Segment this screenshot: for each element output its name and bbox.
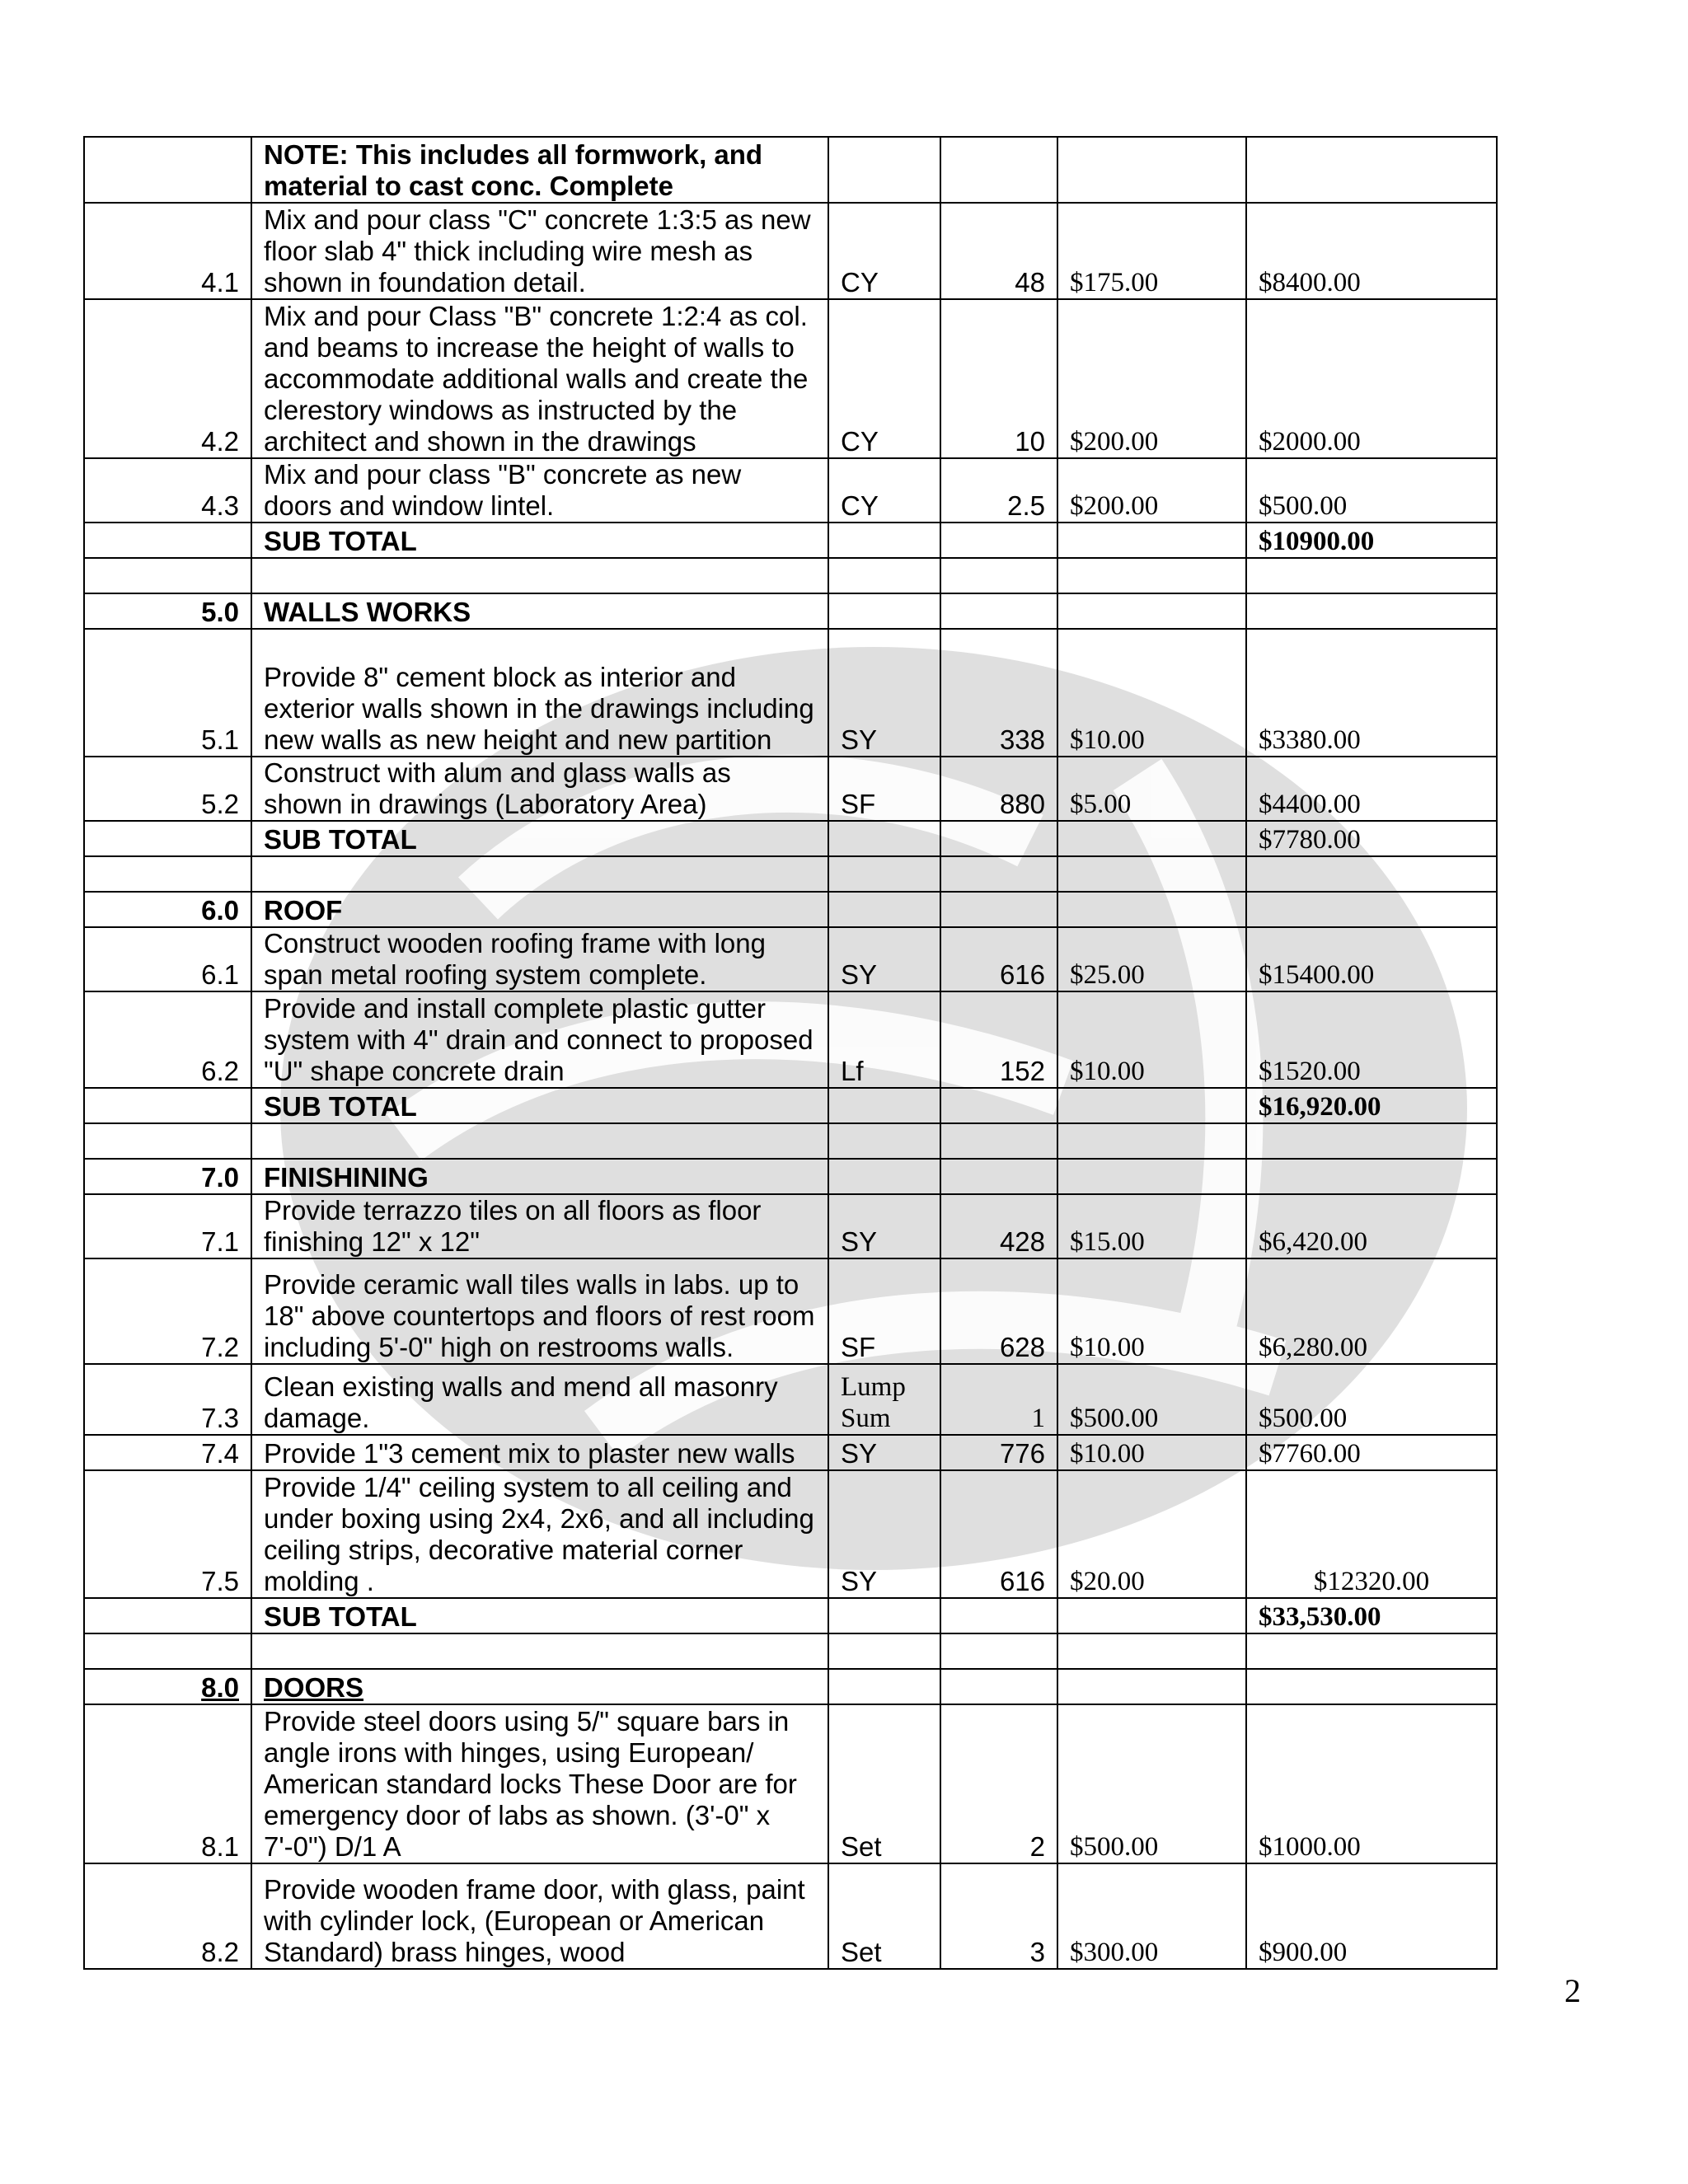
table-row <box>84 137 1497 203</box>
rate-cell: $10.00 <box>1057 1258 1246 1364</box>
table-row <box>84 299 1497 458</box>
unit-cell: SY <box>828 1470 940 1598</box>
description-cell: Provide 1"3 cement mix to plaster new walls <box>251 1435 828 1470</box>
quantity-cell: 616 <box>940 1470 1057 1598</box>
unit-cell: Set <box>828 1704 940 1863</box>
description-cell: Provide wooden frame door, with glass, paint with cylinder lock, (European or American Standard) brass hinges, wood <box>251 1863 828 1969</box>
description-cell: Provide 1/4" ceiling system to all ceiling and under boxing using 2x4, 2x6, and all including ceiling strips, decorative material corner molding . <box>251 1470 828 1598</box>
amount-cell: $1000.00 <box>1246 1704 1497 1863</box>
unit-cell <box>828 137 940 203</box>
amount-cell: $2000.00 <box>1246 299 1497 458</box>
item-number-cell <box>84 1088 251 1123</box>
section-number: 8.0 <box>84 1669 251 1704</box>
item-number-cell: 4.3 <box>84 458 251 523</box>
section-title: ROOF <box>251 892 828 927</box>
amount-cell: $500.00 <box>1246 1364 1497 1435</box>
quantity-cell: 616 <box>940 927 1057 991</box>
table-row <box>84 1435 1497 1470</box>
rate-cell <box>1057 137 1246 203</box>
subtotal-label: SUB TOTAL <box>251 1088 828 1123</box>
section-row <box>84 892 1497 927</box>
unit-cell: SY <box>828 1435 940 1470</box>
description-cell: Clean existing walls and mend all masonry damage. <box>251 1364 828 1435</box>
section-number: 7.0 <box>84 1159 251 1194</box>
section-title: WALLS WORKS <box>251 593 828 629</box>
subtotal-label: SUB TOTAL <box>251 523 828 558</box>
item-number-cell: 7.1 <box>84 1194 251 1258</box>
quantity-cell: 10 <box>940 299 1057 458</box>
description-cell: Construct wooden roofing frame with long span metal roofing system complete. <box>251 927 828 991</box>
table-row <box>84 1863 1497 1969</box>
rate-cell: $500.00 <box>1057 1704 1246 1863</box>
rate-cell: $20.00 <box>1057 1470 1246 1598</box>
quantity-cell: 1 <box>940 1364 1057 1435</box>
unit-cell: SY <box>828 1194 940 1258</box>
unit-cell: CY <box>828 458 940 523</box>
amount-cell: $7760.00 <box>1246 1435 1497 1470</box>
item-number-cell: 5.1 <box>84 629 251 757</box>
unit-cell: SY <box>828 927 940 991</box>
quantity-cell <box>940 137 1057 203</box>
quantity-cell: 880 <box>940 757 1057 821</box>
quantity-cell: 628 <box>940 1258 1057 1364</box>
spacer-row <box>84 856 1497 892</box>
item-number-cell: 5.2 <box>84 757 251 821</box>
unit-cell: SY <box>828 629 940 757</box>
table-row <box>84 629 1497 757</box>
unit-cell: Set <box>828 1863 940 1969</box>
rate-cell: $300.00 <box>1057 1863 1246 1969</box>
quantity-cell: 152 <box>940 991 1057 1088</box>
rate-cell: $10.00 <box>1057 1435 1246 1470</box>
table-row <box>84 927 1497 991</box>
unit-cell: SF <box>828 757 940 821</box>
rate-cell: $25.00 <box>1057 927 1246 991</box>
rate-cell: $500.00 <box>1057 1364 1246 1435</box>
rate-cell: $200.00 <box>1057 458 1246 523</box>
description-cell: Mix and pour class "C" concrete 1:3:5 as new floor slab 4" thick including wire mesh as shown in foundation detail. <box>251 203 828 299</box>
subtotal-amount: $7780.00 <box>1246 821 1497 856</box>
description-cell: Construct with alum and glass walls as shown in drawings (Laboratory Area) <box>251 757 828 821</box>
table-row <box>84 1258 1497 1364</box>
item-number-cell: 4.1 <box>84 203 251 299</box>
item-number-cell: 7.4 <box>84 1435 251 1470</box>
subtotal-amount: $10900.00 <box>1246 523 1497 558</box>
section-title: DOORS <box>251 1669 828 1704</box>
amount-cell: $15400.00 <box>1246 927 1497 991</box>
rate-cell: $10.00 <box>1057 629 1246 757</box>
unit-cell: CY <box>828 203 940 299</box>
table-row <box>84 1704 1497 1863</box>
unit-cell: SF <box>828 1258 940 1364</box>
quantity-cell <box>940 523 1057 558</box>
item-number-cell: 8.2 <box>84 1863 251 1969</box>
description-cell: Provide terrazzo tiles on all floors as floor finishing 12" x 12" <box>251 1194 828 1258</box>
spacer-row <box>84 1633 1497 1669</box>
bill-of-quantities-table <box>83 136 1498 1970</box>
section-row <box>84 1159 1497 1194</box>
description-cell: Provide steel doors using 5/" square bars in angle irons with hinges, using European/ American standard locks These Door are for emergency door of labs as shown. (3'-0" x 7'-0") D/1 A <box>251 1704 828 1863</box>
amount-cell <box>1246 137 1497 203</box>
spacer-row <box>84 558 1497 593</box>
table-row <box>84 203 1497 299</box>
quantity-cell: 2 <box>940 1704 1057 1863</box>
quantity-cell: 48 <box>940 203 1057 299</box>
quantity-cell: 776 <box>940 1435 1057 1470</box>
amount-cell: $900.00 <box>1246 1863 1497 1969</box>
item-number-cell <box>84 137 251 203</box>
table-row <box>84 1364 1497 1435</box>
rate-cell: $15.00 <box>1057 1194 1246 1258</box>
item-number-cell: 6.2 <box>84 991 251 1088</box>
unit-cell: CY <box>828 299 940 458</box>
page-number: 2 <box>1564 1972 1581 2009</box>
subtotal-row <box>84 1088 1497 1123</box>
amount-cell: $1520.00 <box>1246 991 1497 1088</box>
section-number: 6.0 <box>84 892 251 927</box>
rate-cell: $175.00 <box>1057 203 1246 299</box>
spacer-row <box>84 1123 1497 1159</box>
subtotal-row <box>84 821 1497 856</box>
amount-cell: $12320.00 <box>1246 1470 1497 1598</box>
table-row <box>84 991 1497 1088</box>
subtotal-amount: $33,530.00 <box>1246 1598 1497 1633</box>
item-number-cell: 7.5 <box>84 1470 251 1598</box>
description-cell: Provide and install complete plastic gutter system with 4" drain and connect to proposed "U" shape concrete drain <box>251 991 828 1088</box>
amount-cell: $8400.00 <box>1246 203 1497 299</box>
section-title: FINISHINING <box>251 1159 828 1194</box>
item-number-cell: 4.2 <box>84 299 251 458</box>
description-cell: Mix and pour Class "B" concrete 1:2:4 as col. and beams to increase the height of walls to accommodate additional walls and create the clerestory windows as instructed by the architect and shown in the drawings <box>251 299 828 458</box>
item-number-cell <box>84 821 251 856</box>
subtotal-label: SUB TOTAL <box>251 1598 828 1633</box>
amount-cell: $6,420.00 <box>1246 1194 1497 1258</box>
subtotal-row <box>84 523 1497 558</box>
section-number: 5.0 <box>84 593 251 629</box>
quantity-cell: 338 <box>940 629 1057 757</box>
section-row <box>84 593 1497 629</box>
subtotal-amount: $16,920.00 <box>1246 1088 1497 1123</box>
note-text: NOTE: This includes all formwork, and material to cast conc. Complete <box>251 137 828 203</box>
subtotal-label: SUB TOTAL <box>251 821 828 856</box>
section-row <box>84 1669 1497 1704</box>
rate-cell: $10.00 <box>1057 991 1246 1088</box>
table-row <box>84 757 1497 821</box>
quantity-cell: 2.5 <box>940 458 1057 523</box>
description-cell: Provide 8" cement block as interior and exterior walls shown in the drawings including new walls as new height and new partition <box>251 629 828 757</box>
rate-cell: $5.00 <box>1057 757 1246 821</box>
item-number-cell <box>84 523 251 558</box>
amount-cell: $6,280.00 <box>1246 1258 1497 1364</box>
quantity-cell: 428 <box>940 1194 1057 1258</box>
rate-cell <box>1057 523 1246 558</box>
description-cell: Provide ceramic wall tiles walls in labs. up to 18" above countertops and floors of rest room including 5'-0" high on restrooms walls. <box>251 1258 828 1364</box>
table-row <box>84 1194 1497 1258</box>
amount-cell: $3380.00 <box>1246 629 1497 757</box>
item-number-cell: 8.1 <box>84 1704 251 1863</box>
rate-cell: $200.00 <box>1057 299 1246 458</box>
item-number-cell: 7.3 <box>84 1364 251 1435</box>
table-row <box>84 1470 1497 1598</box>
item-number-cell <box>84 1598 251 1633</box>
description-cell: Mix and pour class "B" concrete as new doors and window lintel. <box>251 458 828 523</box>
quantity-cell: 3 <box>940 1863 1057 1969</box>
unit-cell: Lf <box>828 991 940 1088</box>
table-row <box>84 458 1497 523</box>
unit-cell: Lump Sum <box>828 1364 940 1435</box>
amount-cell: $4400.00 <box>1246 757 1497 821</box>
item-number-cell: 6.1 <box>84 927 251 991</box>
unit-cell <box>828 523 940 558</box>
item-number-cell: 7.2 <box>84 1258 251 1364</box>
subtotal-row <box>84 1598 1497 1633</box>
amount-cell: $500.00 <box>1246 458 1497 523</box>
